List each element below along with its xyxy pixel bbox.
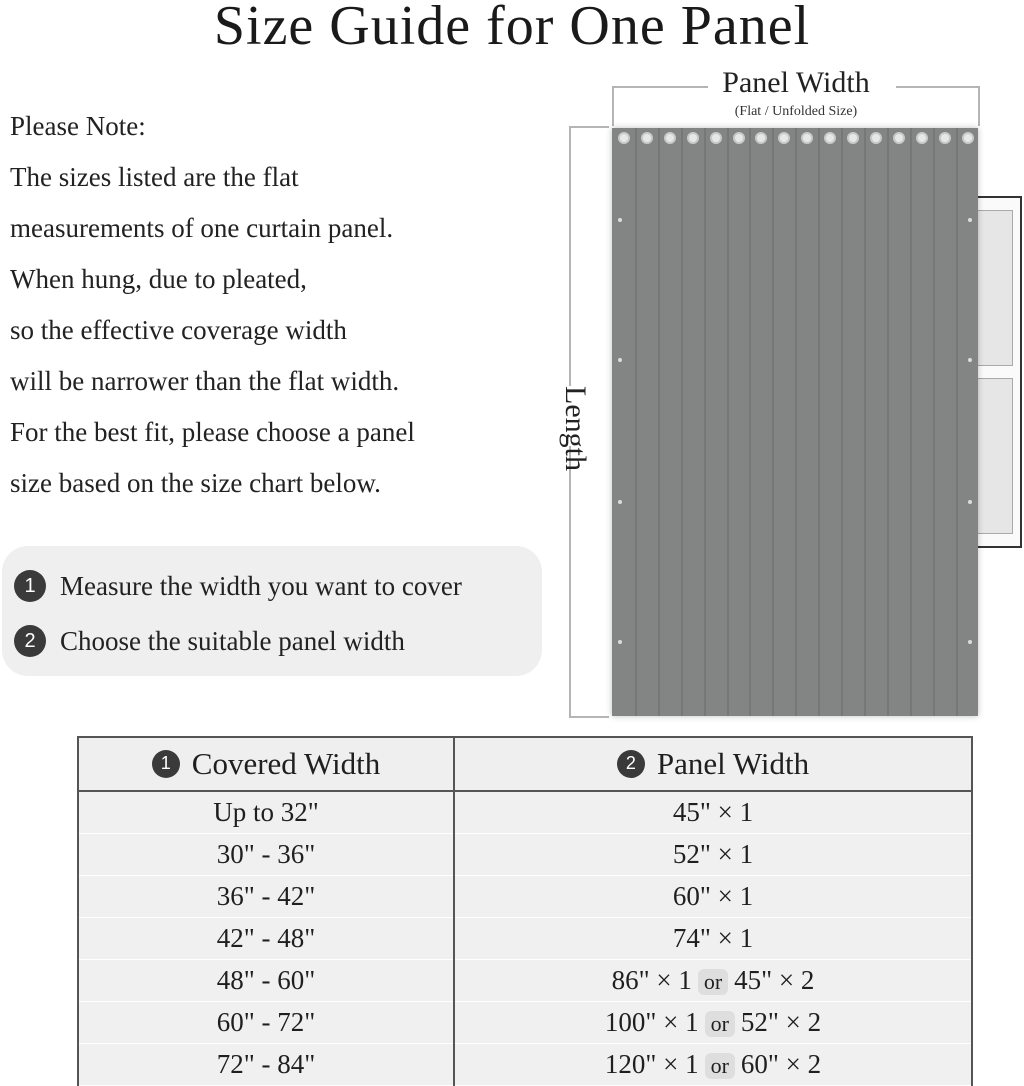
curtain-pleat: [681, 128, 683, 716]
grommet-icon: [939, 132, 951, 144]
panel-width-cell: [454, 876, 972, 918]
note-line: For the best fit, please choose a panel: [10, 417, 415, 447]
table-row: [78, 960, 972, 1002]
note-line: Please Note:: [10, 111, 146, 141]
window-pane: [978, 210, 1013, 366]
note-line: will be narrower than the flat width.: [10, 366, 400, 396]
panel-width-value: 45" × 1: [672, 797, 754, 827]
curtain-pleat: [635, 128, 637, 716]
column-header-panel-width: [454, 737, 972, 791]
or-badge: or: [698, 969, 728, 995]
grommet-icon: [778, 132, 790, 144]
panel-width-cell: [454, 834, 972, 876]
table-row: [78, 918, 972, 960]
covered-width-cell: 42" - 48": [78, 918, 454, 960]
step-text: Measure the width you want to cover: [60, 570, 462, 601]
column-header-covered-width: [78, 737, 454, 791]
curtain-pleat: [910, 128, 912, 716]
width-dimension-tick: [612, 86, 614, 126]
table-row: [78, 1044, 972, 1086]
step-2: [14, 621, 405, 661]
curtain-pleat: [887, 128, 889, 716]
page-title: Size Guide for One Panel: [213, 0, 811, 57]
note-block: [10, 104, 530, 512]
window-pane: [978, 378, 1013, 534]
note-line: The sizes listed are the flat: [10, 162, 299, 192]
curtain-pleat: [956, 128, 958, 716]
panel-width-alt-value: 52" × 2: [740, 1007, 822, 1037]
panel-width-value: 120" × 1: [604, 1049, 699, 1079]
curtain-pleat: [795, 128, 797, 716]
or-badge: or: [705, 1011, 735, 1037]
or-badge: or: [705, 1053, 735, 1079]
curtain-pleat: [841, 128, 843, 716]
table-row: [78, 1002, 972, 1044]
panel-width-alt-value: 60" × 2: [740, 1049, 822, 1079]
covered-width-cell: 48" - 60": [78, 960, 454, 1002]
grommet-icon: [710, 132, 722, 144]
size-table: [77, 736, 973, 1086]
grommet-icon: [870, 132, 882, 144]
step-text: Choose the suitable panel width: [60, 625, 405, 656]
grommet-icon: [618, 132, 630, 144]
table-header-row: [78, 737, 972, 791]
grommet-icon: [641, 132, 653, 144]
curtain-hook-icon: [968, 500, 972, 504]
length-label: Length: [555, 386, 595, 446]
curtain-pleat: [704, 128, 706, 716]
length-dimension-tick: [569, 126, 609, 128]
covered-width-cell: 60" - 72": [78, 1002, 454, 1044]
curtain-pleat: [749, 128, 751, 716]
grommet-icon: [824, 132, 836, 144]
panel-width-cell: [454, 918, 972, 960]
curtain-hook-icon: [618, 640, 622, 644]
grommet-icon: [962, 132, 974, 144]
panel-width-value: 86" × 1: [611, 965, 692, 995]
step-1: [14, 566, 462, 606]
panel-width-cell: [454, 1044, 972, 1086]
curtain-pleat: [727, 128, 729, 716]
curtain-hook-icon: [618, 500, 622, 504]
grommet-icon: [755, 132, 767, 144]
curtain-hook-icon: [968, 640, 972, 644]
table-row: [78, 834, 972, 876]
grommet-icon: [687, 132, 699, 144]
curtain-hook-icon: [968, 218, 972, 222]
note-line: When hung, due to pleated,: [10, 264, 307, 294]
covered-width-cell: 30" - 36": [78, 834, 454, 876]
width-dimension-tick: [978, 86, 980, 126]
steps-box: [2, 546, 542, 676]
table-row: [78, 791, 972, 834]
curtain-pleat: [818, 128, 820, 716]
grommet-icon: [893, 132, 905, 144]
grommet-icon: [801, 132, 813, 144]
grommet-icon: [847, 132, 859, 144]
panel-width-value: 100" × 1: [604, 1007, 699, 1037]
curtain-pleat: [658, 128, 660, 716]
step-number-badge: 2: [14, 625, 46, 657]
grommet-icon: [733, 132, 745, 144]
note-line: measurements of one curtain panel.: [10, 213, 394, 243]
curtain-pleat: [772, 128, 774, 716]
width-dimension-line: [896, 86, 980, 88]
panel-width-cell: [454, 791, 972, 834]
panel-width-cell: [454, 960, 972, 1002]
step-number-badge: 1: [14, 570, 46, 602]
note-line: so the effective coverage width: [10, 315, 347, 345]
curtain-pleat: [864, 128, 866, 716]
width-dimension-line: [612, 86, 708, 88]
grommet-icon: [916, 132, 928, 144]
panel-width-sublabel: (Flat / Unfolded Size): [734, 104, 858, 119]
panel-width-value: 74" × 1: [672, 923, 754, 953]
panel-width-value: 60" × 1: [672, 881, 754, 911]
curtain-hook-icon: [968, 358, 972, 362]
window-illustration: [978, 196, 1022, 548]
panel-width-label: Panel Width: [722, 66, 870, 99]
covered-width-cell: Up to 32": [78, 791, 454, 834]
header-number-badge: 2: [617, 750, 645, 778]
covered-width-cell: 72" - 84": [78, 1044, 454, 1086]
header-number-badge: 1: [152, 750, 180, 778]
curtain-pleat: [933, 128, 935, 716]
covered-width-cell: 36" - 42": [78, 876, 454, 918]
note-line: size based on the size chart below.: [10, 468, 381, 498]
curtain-hook-icon: [618, 218, 622, 222]
grommet-icon: [664, 132, 676, 144]
panel-width-cell: [454, 1002, 972, 1044]
table-row: [78, 876, 972, 918]
panel-width-alt-value: 45" × 2: [734, 965, 815, 995]
length-dimension-tick: [569, 716, 609, 718]
header-label: Covered Width: [191, 746, 381, 781]
curtain-hook-icon: [618, 358, 622, 362]
panel-width-value: 52" × 1: [672, 839, 754, 869]
header-label: Panel Width: [656, 746, 810, 781]
curtain-panel-illustration: [612, 128, 978, 716]
